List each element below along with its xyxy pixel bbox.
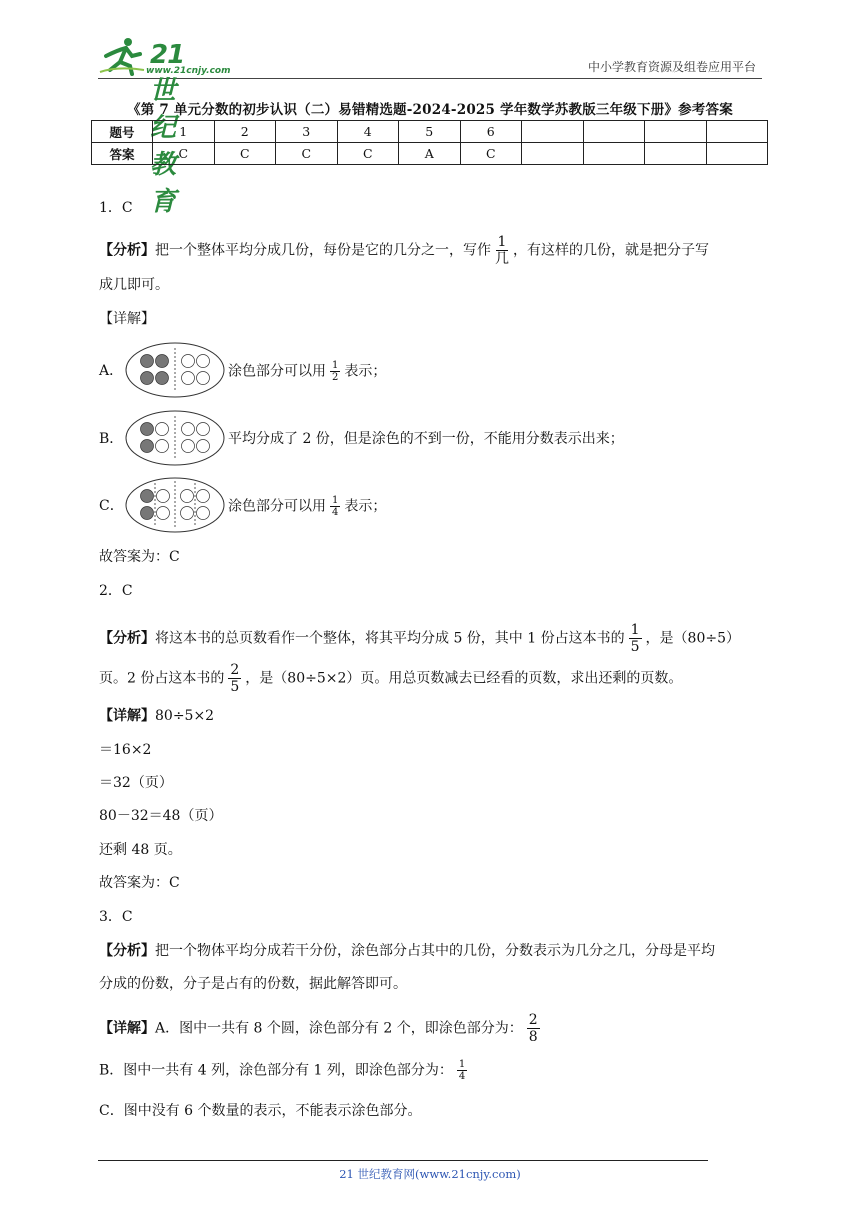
q1-option-b-label: B． — [99, 431, 124, 447]
q1-conclusion: 故答案为：C — [99, 549, 180, 565]
q3-heading: 3．C — [99, 909, 133, 925]
table-cell — [583, 121, 645, 143]
table-cell — [706, 143, 768, 165]
answer-table — [91, 120, 768, 165]
fraction — [527, 1012, 540, 1045]
logo-url: www.21cnjy.com — [146, 66, 231, 76]
table-cell: 6 — [460, 121, 522, 143]
platform-name: 中小学教育资源及组卷应用平台 — [587, 60, 756, 74]
q1-heading: 1．C — [99, 200, 133, 216]
analysis-label: 【分析】 — [99, 630, 155, 647]
q2-heading: 2．C — [99, 583, 133, 599]
q1-detail-label: 【详解】 — [99, 311, 155, 327]
q3-analysis — [99, 940, 715, 962]
q3-detail-b — [99, 1059, 471, 1082]
table-cell: C — [460, 143, 522, 165]
fraction — [330, 360, 340, 383]
denominator: 4 — [332, 507, 339, 518]
row-header-answer: 答案 — [92, 143, 153, 165]
q3-detail-a — [99, 1012, 544, 1045]
numerator: 2 — [528, 1012, 538, 1028]
detail-text: A．图中一共有 8 个圆，涂色部分有 2 个，即涂色部分为： — [155, 1020, 523, 1037]
denominator: 5 — [230, 679, 240, 695]
q2-calc-step-2: ＝16×2 — [99, 742, 152, 758]
table-cell: 5 — [399, 121, 461, 143]
table-cell — [522, 121, 584, 143]
detail-label: 【详解】 — [99, 1020, 155, 1037]
analysis-text: ，是（80÷5） — [645, 630, 740, 647]
q2-detail — [99, 705, 214, 727]
analysis-text: ，有这样的几份，就是把分子写 — [513, 242, 709, 259]
table-row — [92, 143, 768, 165]
numerator: 1 — [332, 495, 339, 506]
table-cell: C — [153, 143, 215, 165]
q2-calc-step-3: ＝32（页） — [99, 775, 173, 791]
table-cell — [522, 143, 584, 165]
text: 涂色部分可以用 — [228, 363, 326, 380]
fraction — [330, 495, 340, 518]
logo-text: 21世纪教育 — [150, 40, 185, 217]
table-cell: 3 — [276, 121, 338, 143]
numerator: 1 — [630, 622, 640, 638]
footer-divider — [98, 1160, 708, 1161]
picture-c — [125, 476, 225, 534]
table-cell — [706, 121, 768, 143]
picture-a — [125, 341, 225, 399]
text: 涂色部分可以用 — [228, 498, 326, 515]
q1-option-c-label: C． — [99, 498, 124, 514]
fraction — [495, 234, 509, 267]
q2-calc-step-4: 80－32＝48（页） — [99, 808, 223, 824]
denominator: 5 — [630, 639, 640, 655]
q1-analysis-cont: 成几即可。 — [99, 277, 169, 293]
q1-option-a-label: A． — [99, 363, 124, 379]
numerator: 1 — [458, 1059, 466, 1070]
calc-step: 80÷5×2 — [155, 708, 215, 724]
analysis-label: 【分析】 — [99, 943, 155, 959]
text: 表示； — [344, 498, 387, 515]
table-cell — [583, 143, 645, 165]
text: 表示； — [344, 363, 387, 380]
table-cell: C — [276, 143, 338, 165]
runner-icon — [98, 36, 146, 76]
q3-detail-c: C．图中没有 6 个数量的表示，不能表示涂色部分。 — [99, 1103, 422, 1119]
detail-label: 【详解】 — [99, 708, 155, 724]
q1-option-a-text — [228, 360, 386, 383]
footer-link[interactable]: 21 世纪教育网(www.21cnjy.com) — [339, 1167, 521, 1181]
numerator: 1 — [332, 360, 339, 371]
analysis-text: 把一个物体平均分成若干分份，涂色部分占其中的几份，分数表示为几分之几，分母是平均 — [155, 943, 715, 959]
table-cell — [645, 143, 707, 165]
q1-option-b-text: 平均分成了 2 份，但是涂色的不到一份，不能用分数表示出来； — [228, 431, 624, 447]
fraction — [629, 622, 642, 655]
analysis-text: 将这本书的总页数看作一个整体，将其平均分成 5 份，其中 1 份占这本书的 — [155, 630, 625, 647]
denominator: 几 — [495, 251, 509, 267]
row-header-number: 题号 — [92, 121, 153, 143]
analysis-text: 把一个整体平均分成几份，每份是它的几分之一，写作 — [155, 242, 491, 259]
q1-analysis — [99, 234, 709, 267]
table-cell: A — [399, 143, 461, 165]
fraction — [457, 1059, 467, 1082]
analysis-text: 页。2 份占这本书的 — [99, 670, 225, 687]
table-cell: 1 — [153, 121, 215, 143]
table-cell: C — [337, 143, 399, 165]
numerator: 1 — [497, 234, 507, 250]
detail-text: B．图中一共有 4 列，涂色部分有 1 列，即涂色部分为： — [99, 1062, 453, 1079]
q2-analysis-cont — [99, 662, 682, 695]
table-cell: C — [214, 143, 276, 165]
denominator: 8 — [528, 1029, 538, 1045]
q3-analysis-cont: 分成的份数，分子是占有的份数，据此解答即可。 — [99, 976, 407, 992]
q1-option-c-text — [228, 495, 386, 518]
analysis-label: 【分析】 — [99, 242, 155, 259]
table-cell: 4 — [337, 121, 399, 143]
table-cell — [645, 121, 707, 143]
page-title: 《第 7 单元分数的初步认识（二）易错精选题-2024-2025 学年数学苏教版三年级下册》参考答案 — [127, 102, 733, 118]
denominator: 2 — [332, 372, 339, 383]
picture-b — [125, 409, 225, 467]
analysis-text: ，是（80÷5×2）页。用总页数减去已经看的页数，求出还剩的页数。 — [245, 670, 683, 687]
q2-conclusion: 故答案为：C — [99, 875, 180, 891]
table-cell: 2 — [214, 121, 276, 143]
denominator: 4 — [458, 1071, 466, 1082]
q2-analysis — [99, 622, 740, 655]
q2-calc-step-5: 还剩 48 页。 — [99, 842, 182, 858]
table-row — [92, 121, 768, 143]
fraction — [228, 662, 241, 695]
numerator: 2 — [230, 662, 240, 678]
